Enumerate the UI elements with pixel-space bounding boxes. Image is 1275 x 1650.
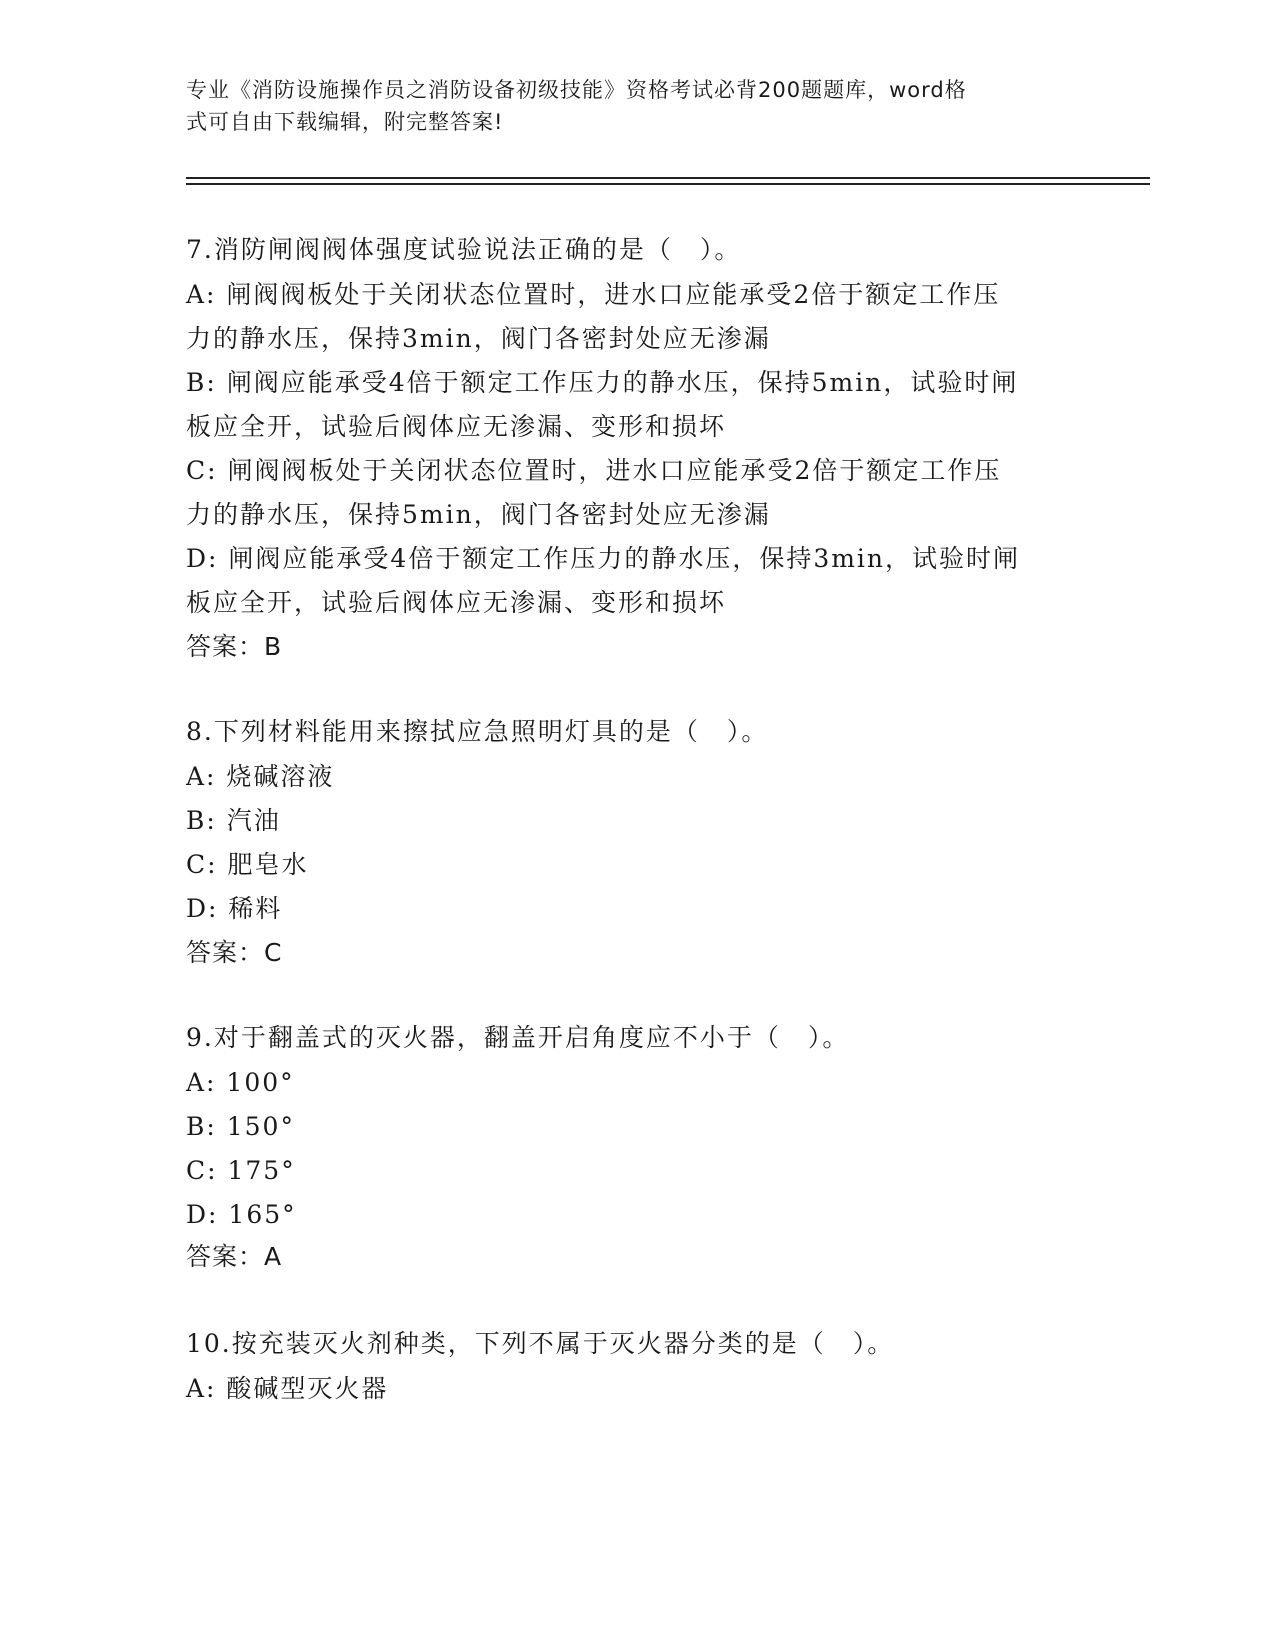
- question-10-option-a: A: 酸碱型灭火器: [186, 1374, 389, 1403]
- question-7-option-a-line-2: 力的静水压，保持3min，阀门各密封处应无渗漏: [186, 324, 771, 353]
- question-7-answer: 答案：B: [186, 632, 283, 661]
- document-header: [186, 74, 1066, 138]
- question-10-stem: 10.按充装灭火剂种类，下列不属于灭火器分类的是（ ）。: [186, 1329, 895, 1358]
- question-7-option-b-line-2: 板应全开，试验后阀体应无渗漏、变形和损坏: [186, 412, 727, 441]
- question-9-option-b: B: 150°: [186, 1112, 295, 1141]
- question-9-option-d: D: 165°: [186, 1200, 297, 1229]
- question-9-answer: 答案：A: [186, 1242, 283, 1271]
- header-divider-bottom: [186, 183, 1150, 185]
- question-8-option-c: C: 肥皂水: [186, 850, 309, 879]
- question-8-stem: 8.下列材料能用来擦拭应急照明灯具的是（ ）。: [186, 717, 769, 746]
- question-7-option-a-line-1: A: 闸阀阀板处于关闭状态位置时，进水口应能承受2倍于额定工作压: [186, 280, 1001, 309]
- header-line-1: 专业《消防设施操作员之消防设备初级技能》资格考试必背200题题库，word格: [186, 78, 967, 102]
- question-9-option-a: A: 100°: [186, 1068, 295, 1097]
- question-7-option-b-line-1: B: 闸阀应能承受4倍于额定工作压力的静水压，保持5min，试验时闸: [186, 368, 1019, 397]
- header-divider-top: [186, 177, 1150, 179]
- question-7-option-d-line-2: 板应全开，试验后阀体应无渗漏、变形和损坏: [186, 588, 727, 617]
- question-7-option-c-line-1: C: 闸阀阀板处于关闭状态位置时，进水口应能承受2倍于额定工作压: [186, 456, 1002, 485]
- question-9-stem: 9.对于翻盖式的灭火器，翻盖开启角度应不小于（ ）。: [186, 1023, 850, 1052]
- question-7-option-c-line-2: 力的静水压，保持5min，阀门各密封处应无渗漏: [186, 500, 771, 529]
- question-7-option-d-line-1: D: 闸阀应能承受4倍于额定工作压力的静水压，保持3min，试验时闸: [186, 544, 1021, 573]
- question-8-option-b: B: 汽油: [186, 806, 281, 835]
- question-8-option-d: D: 稀料: [186, 894, 283, 923]
- question-7-stem: 7.消防闸阀阀体强度试验说法正确的是（ ）。: [186, 235, 742, 264]
- header-line-2: 式可自由下载编辑，附完整答案!: [186, 110, 504, 134]
- question-9-option-c: C: 175°: [186, 1156, 296, 1185]
- question-8-answer: 答案：C: [186, 938, 283, 967]
- question-8-option-a: A: 烧碱溶液: [186, 762, 335, 791]
